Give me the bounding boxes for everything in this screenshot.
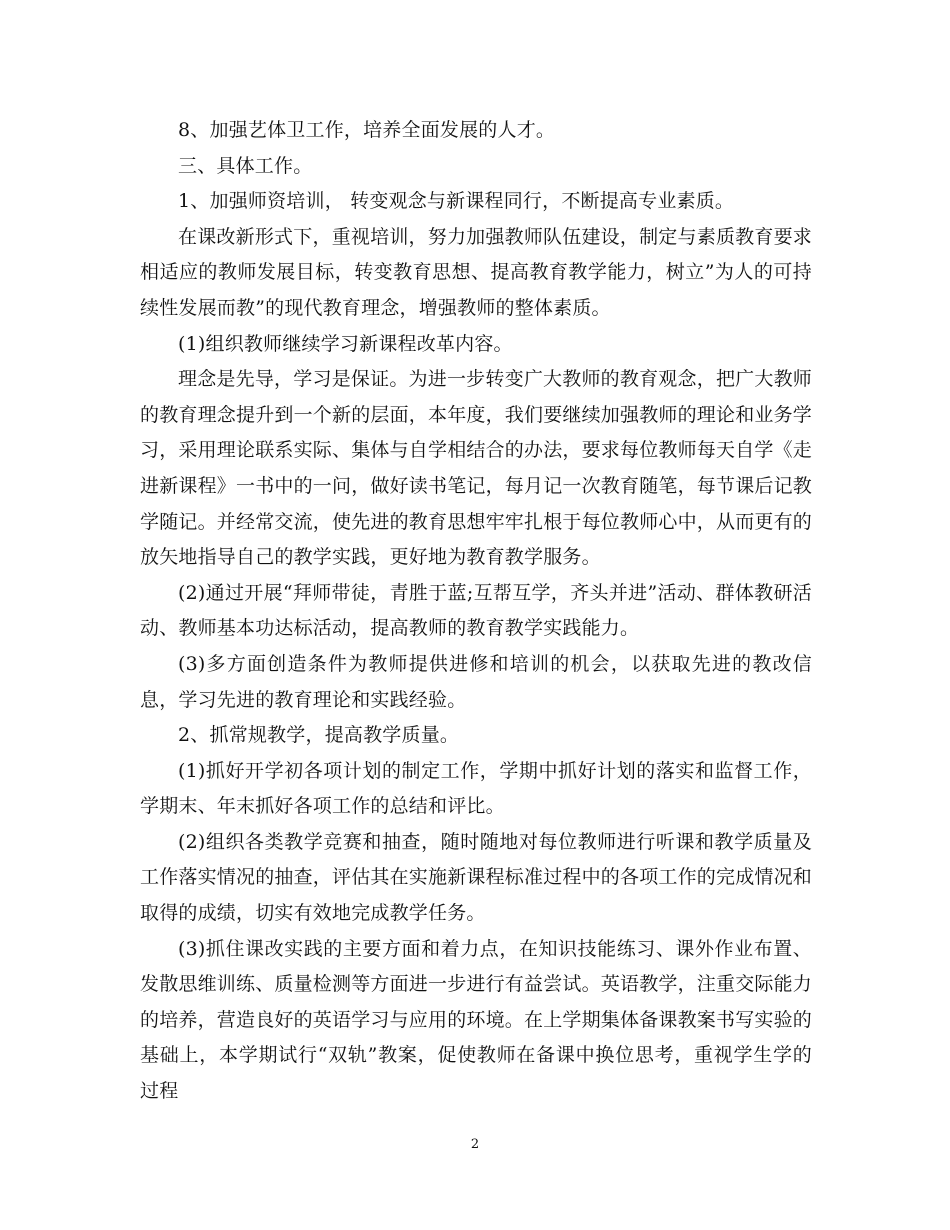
subheading-teacher-training: 1、加强师资培训， 转变观念与新课程同行，不断提高专业素质。	[178, 190, 735, 213]
page-number: 2	[470, 1137, 480, 1152]
paragraph-learning-concept: 理念是先导，学习是保证。为进一步转变广大教师的教育观念，把广大教师的教育理念提升到一个新的层面，本年度，我们要继续加强教师的理论和业务学习，采用理论联系实际、集体与自学相结合的办法，要求每位教师每天自学《走进新课程》一书中的一问，做好读书笔记，每月记一次教育随笔，每节课后记教学随记。并经常交流，使先进的教育思想牢牢扎根于每位教师心中，从而更有的放矢地指导自己的教学实践，更好地为教育教学服务。	[140, 368, 813, 569]
section-heading-specific-work: 三、具体工作。	[178, 154, 313, 177]
item-1-planning: (1)抓好开学初各项计划的制定工作，学期中抓好计划的落实和监督工作，学期末、年末抓好各项工作的总结和评比。	[140, 759, 812, 818]
paragraph-1: 8、加强艺体卫工作，培养全面发展的人才。	[178, 119, 556, 141]
item-3-training-opportunities: (3)多方面创造条件为教师提供进修和培训的机会，以获取先进的教改信息，学习先进的教育理论和实践经验。	[140, 652, 812, 711]
item-2-mentoring: (2)通过开展“拜师带徒，青胜于蓝;互帮互学，齐头并进”活动、群体教研活动、教师基本功达标活动，提高教师的教育教学实践能力。	[140, 581, 812, 640]
item-3-reform-practice: (3)抓住课改实践的主要方面和着力点，在知识技能练习、课外作业布置、发散思维训练、质量检测等方面进一步进行有益尝试。英语教学，注重交际能力的培养，营造良好的英语学习与应用的环境。在上学期集体备课教案书写实验的基础上，本学期试行“双轨”教案，促使教师在备课中换位思考，重视学生学的过程	[140, 937, 813, 1103]
item-1-study-curriculum: (1)组织教师继续学习新课程改革内容。	[178, 332, 513, 355]
document-body	[140, 113, 812, 1110]
paragraph-teacher-development: 在课改新形式下，重视培训，努力加强教师队伍建设，制定与素质教育要求相适应的教师发展目标，转变教育思想、提高教育教学能力，树立”为人的可持续性发展而教”的现代教育理念，增强教师的整体素质。	[140, 225, 812, 319]
item-2-competitions: (2)组织各类教学竞赛和抽查，随时随地对每位教师进行听课和教学质量及工作落实情况的抽查，评估其在实施新课程标准过程中的各项工作的完成情况和取得的成绩，切实有效地完成教学任务。	[140, 830, 813, 925]
subheading-routine-teaching: 2、抓常规教学，提高教学质量。	[178, 724, 460, 747]
